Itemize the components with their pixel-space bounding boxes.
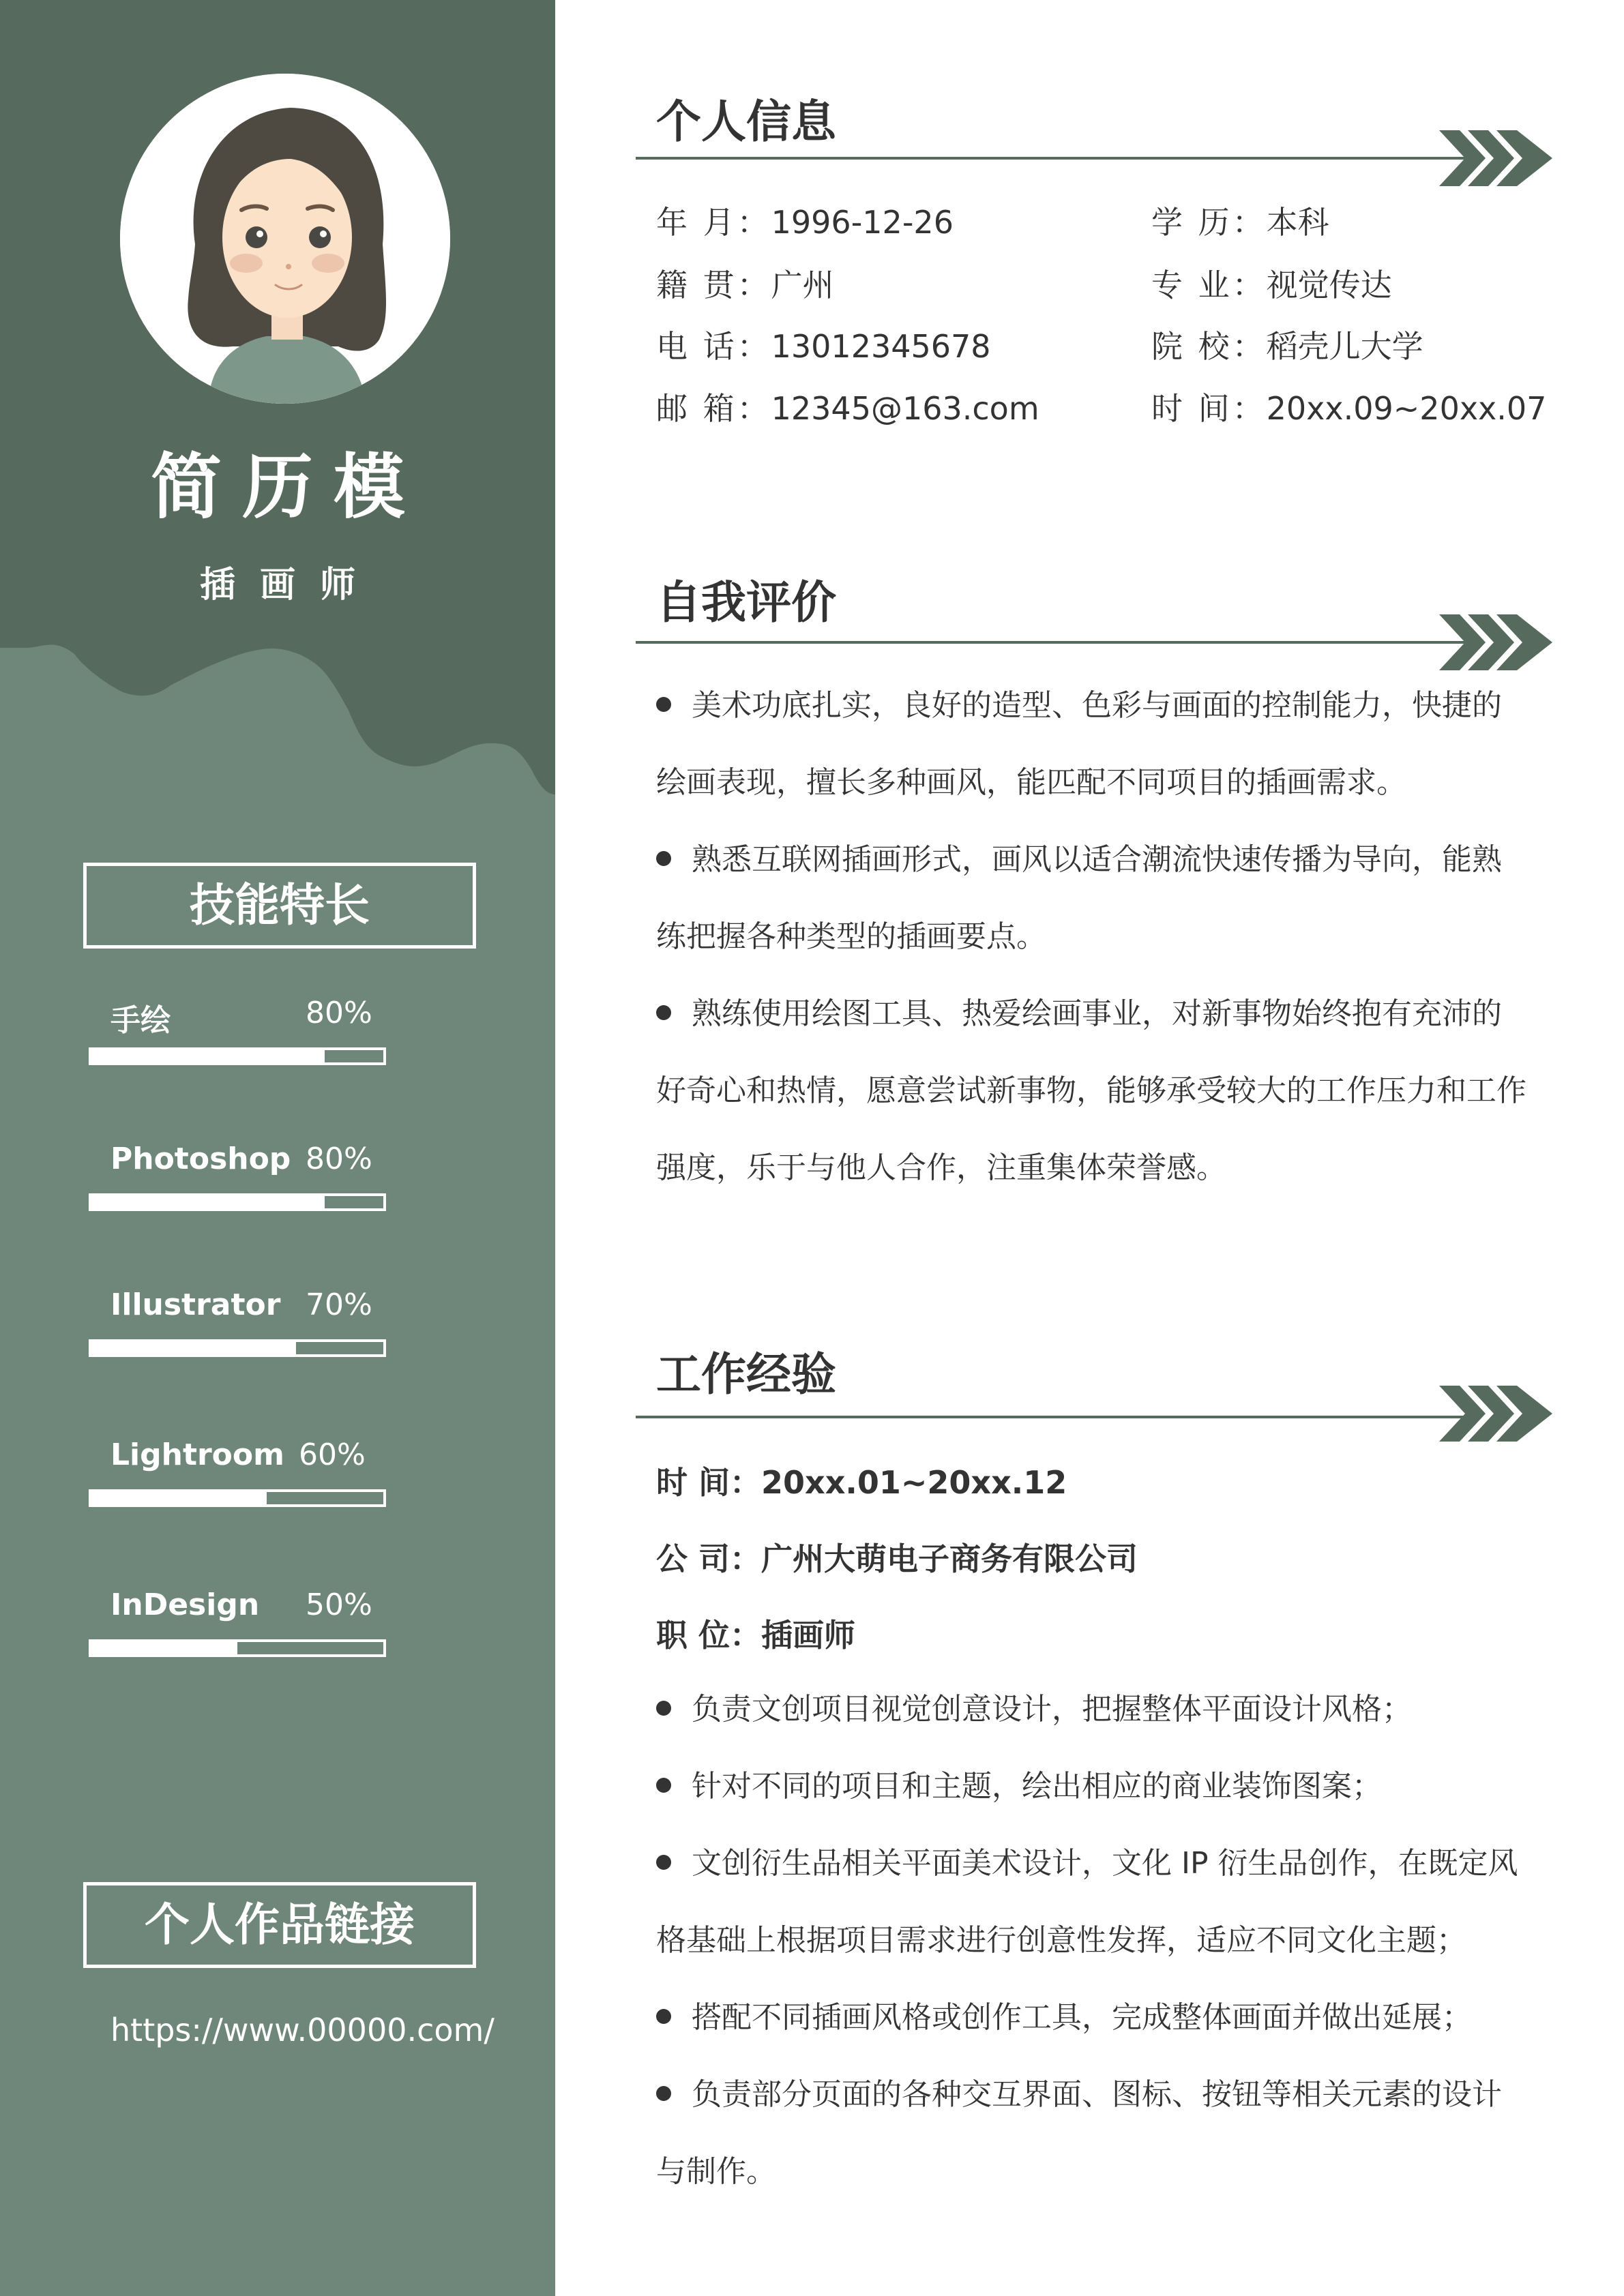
bullet-icon: [656, 1778, 671, 1793]
work-time: 时 间：20xx.01~20xx.12: [656, 1464, 1067, 1501]
section-divider: [636, 1416, 1468, 1418]
info-value: 20xx.09~20xx.07: [1266, 390, 1547, 427]
info-label: 院 校：: [1151, 328, 1267, 365]
paragraph-line: 格基础上根据项目需求进行创意性发挥，适应不同文化主题；: [656, 1923, 1466, 1958]
info-label: 年 月：: [656, 204, 771, 241]
work-position: 职 位：插画师: [656, 1617, 856, 1654]
skill-percent: 70%: [306, 1287, 372, 1322]
paragraph-line: 搭配不同插画风格或创作工具，完成整体画面并做出延展；: [656, 1979, 1529, 2056]
paragraph-line: 文创衍生品相关平面美术设计，文化 IP 衍生品创作，在既定风: [656, 1825, 1529, 1902]
paragraph-line: 绘画表现，擅长多种画风，能匹配不同项目的插画需求。: [656, 765, 1406, 800]
paragraph-line: 好奇心和热情，愿意尝试新事物，能够承受较大的工作压力和工作: [656, 1073, 1526, 1108]
bullet-icon: [656, 1701, 671, 1716]
section-divider: [636, 157, 1468, 160]
skill-progress-fill: [91, 1492, 267, 1504]
skill-progress-bar: [89, 1489, 386, 1507]
triple-chevron-icon: [1439, 614, 1555, 670]
info-value: 视觉传达: [1266, 267, 1392, 303]
skill-percent: 50%: [306, 1587, 372, 1622]
info-email: [656, 384, 1039, 429]
skill-name: Photoshop: [110, 1142, 291, 1176]
portfolio-heading: 个人作品链接: [83, 1882, 476, 1968]
info-value: 12345@163.com: [771, 390, 1039, 427]
section-divider: [636, 641, 1468, 644]
info-label: 电 话：: [656, 328, 771, 365]
section-title-work-experience: 工作经验: [656, 1348, 836, 1401]
portfolio-link[interactable]: https://www.00000.com/: [110, 2012, 494, 2048]
info-label: 籍 贯：: [656, 267, 771, 303]
work-duties: [656, 1671, 1529, 2210]
work-company: 公 司：广州大萌电子商务有限公司: [656, 1540, 1138, 1577]
skills-heading: 技能特长: [83, 863, 476, 949]
paragraph-line: 熟悉互联网插画形式，画风以适合潮流快速传播为导向，能熟: [656, 821, 1529, 898]
bullet-icon: [656, 697, 671, 712]
info-value: 13012345678: [771, 328, 991, 365]
paragraph-line: 负责部分页面的各种交互界面、图标、按钮等相关元素的设计: [656, 2056, 1529, 2133]
info-birth: [656, 198, 954, 243]
skill-name: Lightroom: [110, 1437, 284, 1472]
info-value: 本科: [1266, 204, 1329, 241]
info-major: [1151, 260, 1392, 305]
bullet-icon: [656, 2086, 671, 2101]
sidebar: [0, 0, 555, 2296]
skill-progress-fill: [91, 1642, 237, 1654]
illustrated-girl-portrait-icon: [120, 74, 450, 404]
paragraph-line: 强度，乐于与他人合作，注重集体荣誉感。: [656, 1150, 1226, 1185]
skill-progress-fill: [91, 1196, 325, 1208]
paragraph-line: 负责文创项目视觉创意设计，把握整体平面设计风格；: [656, 1671, 1529, 1748]
bullet-icon: [656, 1005, 671, 1020]
info-label: 专 业：: [1151, 267, 1267, 303]
info-phone: [656, 322, 991, 367]
paragraph-line: 练把握各种类型的插画要点。: [656, 919, 1046, 954]
self-evaluation-text: [656, 667, 1529, 1206]
skill-percent: 80%: [306, 1142, 372, 1176]
candidate-role: 插画师: [199, 565, 380, 606]
paragraph-line: 针对不同的项目和主题，绘出相应的商业装饰图案；: [656, 1748, 1529, 1825]
paragraph-line: 与制作。: [656, 2154, 776, 2189]
avatar: [120, 74, 450, 404]
bullet-icon: [656, 851, 671, 866]
section-title-self-evaluation: 自我评价: [656, 576, 836, 629]
bullet-icon: [656, 1855, 671, 1870]
info-label: 邮 箱：: [656, 390, 771, 427]
info-education: [1151, 198, 1329, 243]
triple-chevron-icon: [1439, 130, 1555, 186]
info-label: 学 历：: [1151, 204, 1267, 241]
skill-progress-fill: [91, 1050, 325, 1062]
skill-progress-fill: [91, 1342, 296, 1354]
candidate-name: 简历模: [150, 445, 425, 528]
paragraph-line: 美术功底扎实，良好的造型、色彩与画面的控制能力，快捷的: [656, 667, 1529, 744]
info-hometown: [656, 260, 834, 305]
skill-percent: 60%: [299, 1437, 366, 1472]
skill-name: Illustrator: [110, 1287, 281, 1322]
section-title-personal-info: 个人信息: [656, 95, 836, 148]
skill-progress-bar: [89, 1639, 386, 1657]
skill-name: 手绘: [110, 1003, 171, 1038]
skill-progress-bar: [89, 1193, 386, 1211]
info-school: [1151, 322, 1423, 367]
info-value: 1996-12-26: [771, 204, 954, 241]
info-value: 稻壳儿大学: [1266, 328, 1423, 365]
info-study-period: [1151, 384, 1546, 429]
skill-percent: 80%: [306, 996, 372, 1030]
triple-chevron-icon: [1439, 1386, 1555, 1442]
bullet-icon: [656, 2009, 671, 2024]
info-value: 广州: [771, 267, 834, 303]
paragraph-line: 熟练使用绘图工具、热爱绘画事业，对新事物始终抱有充沛的: [656, 975, 1529, 1052]
skill-progress-bar: [89, 1047, 386, 1065]
skill-progress-bar: [89, 1339, 386, 1357]
info-label: 时 间：: [1151, 390, 1267, 427]
skill-name: InDesign: [110, 1587, 260, 1622]
